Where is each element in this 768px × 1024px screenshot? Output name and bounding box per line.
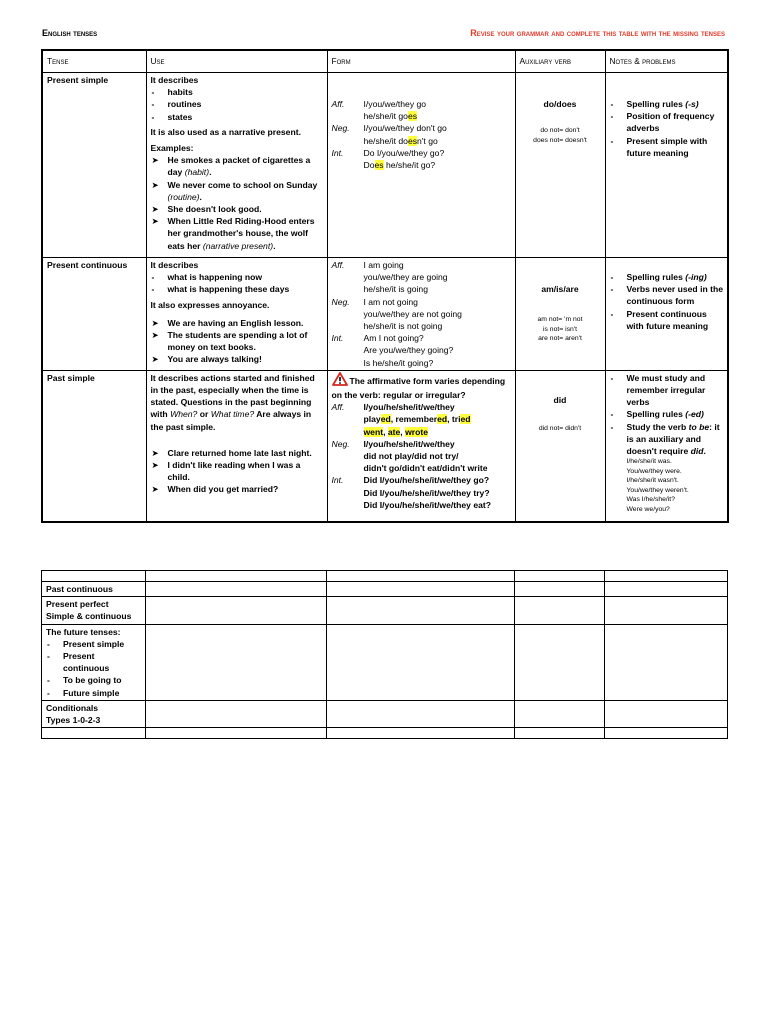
- notes-cell: [605, 370, 728, 522]
- arrow-bullet-icon: ➤: [151, 484, 159, 495]
- auxiliary-cell: [515, 258, 605, 371]
- blank-cell[interactable]: [146, 582, 327, 597]
- blank-cell[interactable]: [327, 728, 515, 739]
- contraction-note: do not= don't: [540, 127, 580, 135]
- examples-label: Examples:: [150, 143, 194, 154]
- list-item: - Verbs never used in the continuous form: [610, 284, 723, 307]
- contraction-note: does not= doesn't: [533, 136, 587, 144]
- auxiliary-verb: did: [553, 394, 567, 405]
- blank-cell[interactable]: [515, 582, 605, 597]
- form-neg: Neg. I am not going you/we/they are not going he/she/it is not going: [331, 296, 462, 332]
- table-row: [42, 624, 728, 700]
- to-be-forms: I/he/she/it was. You/we/they were. I/he/she/it wasn't. You/we/they weren't. Was I/he/she/it? Were we/you?: [626, 458, 689, 513]
- blank-cell[interactable]: [605, 700, 728, 727]
- blank-cell[interactable]: [605, 728, 728, 739]
- missing-tenses-table: [41, 570, 728, 739]
- tense-cell: Conditionals Types 1-0-2-3: [42, 700, 146, 727]
- table-row: [42, 571, 728, 582]
- list-item: - Present simple with future meaning: [610, 135, 708, 158]
- table-row: [42, 597, 728, 624]
- blank-cell[interactable]: [146, 700, 327, 727]
- list-item: - Spelling rules (-ed): [610, 409, 704, 420]
- notes-list: [610, 271, 724, 332]
- form-neg: Neg. I/you/we/they don't go he/she/it doesn't go: [331, 123, 447, 146]
- arrow-bullet-icon: ➤: [151, 447, 159, 458]
- notes-cell: [605, 258, 728, 371]
- form-cell: [327, 258, 515, 371]
- table-row: [42, 700, 728, 727]
- tense-cell: Present perfect Simple & continuous: [42, 597, 146, 624]
- list-item: - habits: [151, 87, 193, 98]
- form-neg: Neg. I/you/he/she/it/we/they did not play/did not try/: [331, 438, 459, 462]
- list-item: - routines: [151, 99, 202, 110]
- list-item: - what is happening these days: [151, 284, 290, 295]
- table-header-row: [42, 50, 728, 73]
- col-header-notes: Notes & problems: [605, 50, 728, 73]
- contraction-note: am not= 'm not: [537, 316, 583, 324]
- notes-list: [610, 98, 724, 159]
- blank-cell[interactable]: [515, 571, 605, 582]
- auxiliary-cell: [515, 370, 605, 522]
- document-title: English tenses: [42, 28, 98, 38]
- arrow-bullet-icon: ➤: [151, 155, 159, 166]
- blank-cell[interactable]: [327, 582, 515, 597]
- table-row: [42, 728, 728, 739]
- list-item: ➤ I didn't like reading when I was a child.: [151, 460, 301, 483]
- tense-cell: Past simple: [42, 370, 146, 522]
- warning-triangle-icon: [332, 372, 348, 389]
- use-paragraph: It is also used as a narrative present.: [150, 126, 301, 137]
- notes-cell: [605, 73, 728, 258]
- contraction-note: is not= isn't: [543, 325, 577, 333]
- examples-list: [151, 447, 323, 496]
- use-paragraph: It describes actions started and finished in the past, especially when the time is stated. Questions in the past beginning with When? or What time? Are always in the past simple.: [150, 372, 315, 432]
- list-item: - states: [151, 111, 193, 122]
- auxiliary-verb: do/does: [543, 99, 577, 109]
- tense-cell: [42, 571, 146, 582]
- tense-cell: [42, 728, 146, 739]
- tense-cell: The future tenses: - Present simple - Present continuous - To be going to - Future simple: [42, 624, 146, 700]
- blank-cell[interactable]: [146, 728, 327, 739]
- list-item: ➤ The students are spending a lot of money on text books.: [151, 330, 308, 353]
- form-warning: The affirmative form varies depending on the verb: regular or irregular?: [332, 372, 511, 401]
- tense-cell: Present simple: [42, 73, 146, 258]
- list-item: ➤ He smokes a packet of cigarettes a day (habit).: [151, 155, 311, 178]
- instruction-text: Revise your grammar and complete this table with the missing tenses: [470, 28, 725, 38]
- blank-cell[interactable]: [146, 624, 327, 700]
- form-cell: [327, 370, 515, 522]
- use-paragraph: It also expresses annoyance.: [150, 299, 270, 310]
- blank-cell[interactable]: [146, 597, 327, 624]
- list-item: - Position of frequency adverbs: [610, 111, 715, 134]
- list-item: ➤ She doesn't look good.: [151, 204, 262, 215]
- form-int: Int. Do I/you/we/they go? Does he/she/it go?: [331, 147, 445, 171]
- examples-list: [151, 154, 323, 252]
- auxiliary-verb: am/is/are: [541, 284, 579, 294]
- use-cell: [146, 370, 327, 522]
- blank-cell[interactable]: [515, 624, 605, 700]
- list-item: ➤ We are having an English lesson.: [151, 317, 304, 328]
- blank-cell[interactable]: [605, 624, 728, 700]
- arrow-bullet-icon: ➤: [151, 460, 159, 471]
- tense-cell: Present continuous: [42, 258, 146, 371]
- blank-cell[interactable]: [327, 597, 515, 624]
- col-header-use: Use: [146, 50, 327, 73]
- blank-cell[interactable]: [146, 571, 327, 582]
- form-aff-irregular: went, ate, wrote: [363, 426, 428, 437]
- auxiliary-cell: [515, 73, 605, 258]
- col-header-auxiliary: Auxiliary verb: [515, 50, 605, 73]
- list-item: - what is happening now: [151, 272, 263, 283]
- contraction-note: did not= didn't: [538, 425, 582, 433]
- blank-cell[interactable]: [605, 582, 728, 597]
- col-header-tense: Tense: [42, 50, 146, 73]
- tense-cell: Past continuous: [42, 582, 146, 597]
- form-int: Int. Am I not going? Are you/we/they going? Is he/she/it going?: [331, 333, 454, 368]
- blank-cell[interactable]: [515, 597, 605, 624]
- arrow-bullet-icon: ➤: [151, 354, 159, 365]
- arrow-bullet-icon: ➤: [151, 204, 159, 215]
- arrow-bullet-icon: ➤: [151, 317, 159, 328]
- blank-cell[interactable]: [327, 700, 515, 727]
- col-header-form: Form: [327, 50, 515, 73]
- form-neg-contracted: didn't go/didn't eat/didn't write: [363, 463, 488, 474]
- arrow-bullet-icon: ➤: [151, 179, 159, 190]
- blank-cell[interactable]: [515, 700, 605, 727]
- use-intro: It describes: [150, 75, 199, 85]
- list-item: ➤ Clare returned home late last night.: [151, 447, 312, 458]
- examples-list: [151, 317, 323, 366]
- arrow-bullet-icon: ➤: [151, 216, 159, 227]
- use-cell: [146, 258, 327, 371]
- list-item: ➤ When did you get married?: [151, 484, 279, 495]
- form-aff: Aff. I/you/we/they go he/she/it goes: [331, 99, 427, 122]
- list-item: - Spelling rules (-s): [610, 99, 699, 109]
- use-list: [151, 86, 323, 123]
- table-row: [42, 582, 728, 597]
- blank-cell[interactable]: [605, 597, 728, 624]
- list-item: - Study the verb to be: it is an auxiliary and doesn't require did.: [610, 421, 720, 457]
- table-row-past-simple: [42, 370, 728, 522]
- list-item: - Spelling rules (-ing): [610, 272, 707, 282]
- blank-cell[interactable]: [327, 571, 515, 582]
- blank-cell[interactable]: [327, 624, 515, 700]
- blank-cell[interactable]: [515, 728, 605, 739]
- arrow-bullet-icon: ➤: [151, 330, 159, 341]
- use-intro: It describes: [150, 260, 199, 270]
- use-cell: [146, 73, 327, 258]
- list-item: - We must study and remember irregular verbs: [610, 372, 706, 408]
- form-cell: [327, 73, 515, 258]
- use-list: [151, 271, 323, 295]
- list-item: ➤ We never come to school on Sunday (routine).: [151, 179, 318, 202]
- contraction-note: are not= aren't: [538, 335, 582, 343]
- list-item: ➤ When Little Red Riding-Hood enters her grandmother's house, the wolf eats her (narrative present).: [151, 216, 315, 251]
- tenses-table: [41, 49, 729, 523]
- form-aff: Aff. I/you/he/she/it/we/they played, remembered, tried: [331, 402, 471, 425]
- table-row-present-continuous: [42, 258, 728, 371]
- table-row-present-simple: [42, 73, 728, 258]
- form-int: Int. Did I/you/he/she/it/we/they go? Did I/you/he/she/it/we/they try? Did I/you/he/she/it/we/they eat?: [331, 475, 492, 510]
- list-item: ➤ You are always talking!: [151, 354, 262, 365]
- blank-cell[interactable]: [605, 571, 728, 582]
- notes-list: [610, 372, 724, 457]
- form-aff: Aff. I am going you/we/they are going he/she/it is going: [331, 260, 448, 295]
- list-item: - Present continuous with future meaning: [610, 308, 709, 331]
